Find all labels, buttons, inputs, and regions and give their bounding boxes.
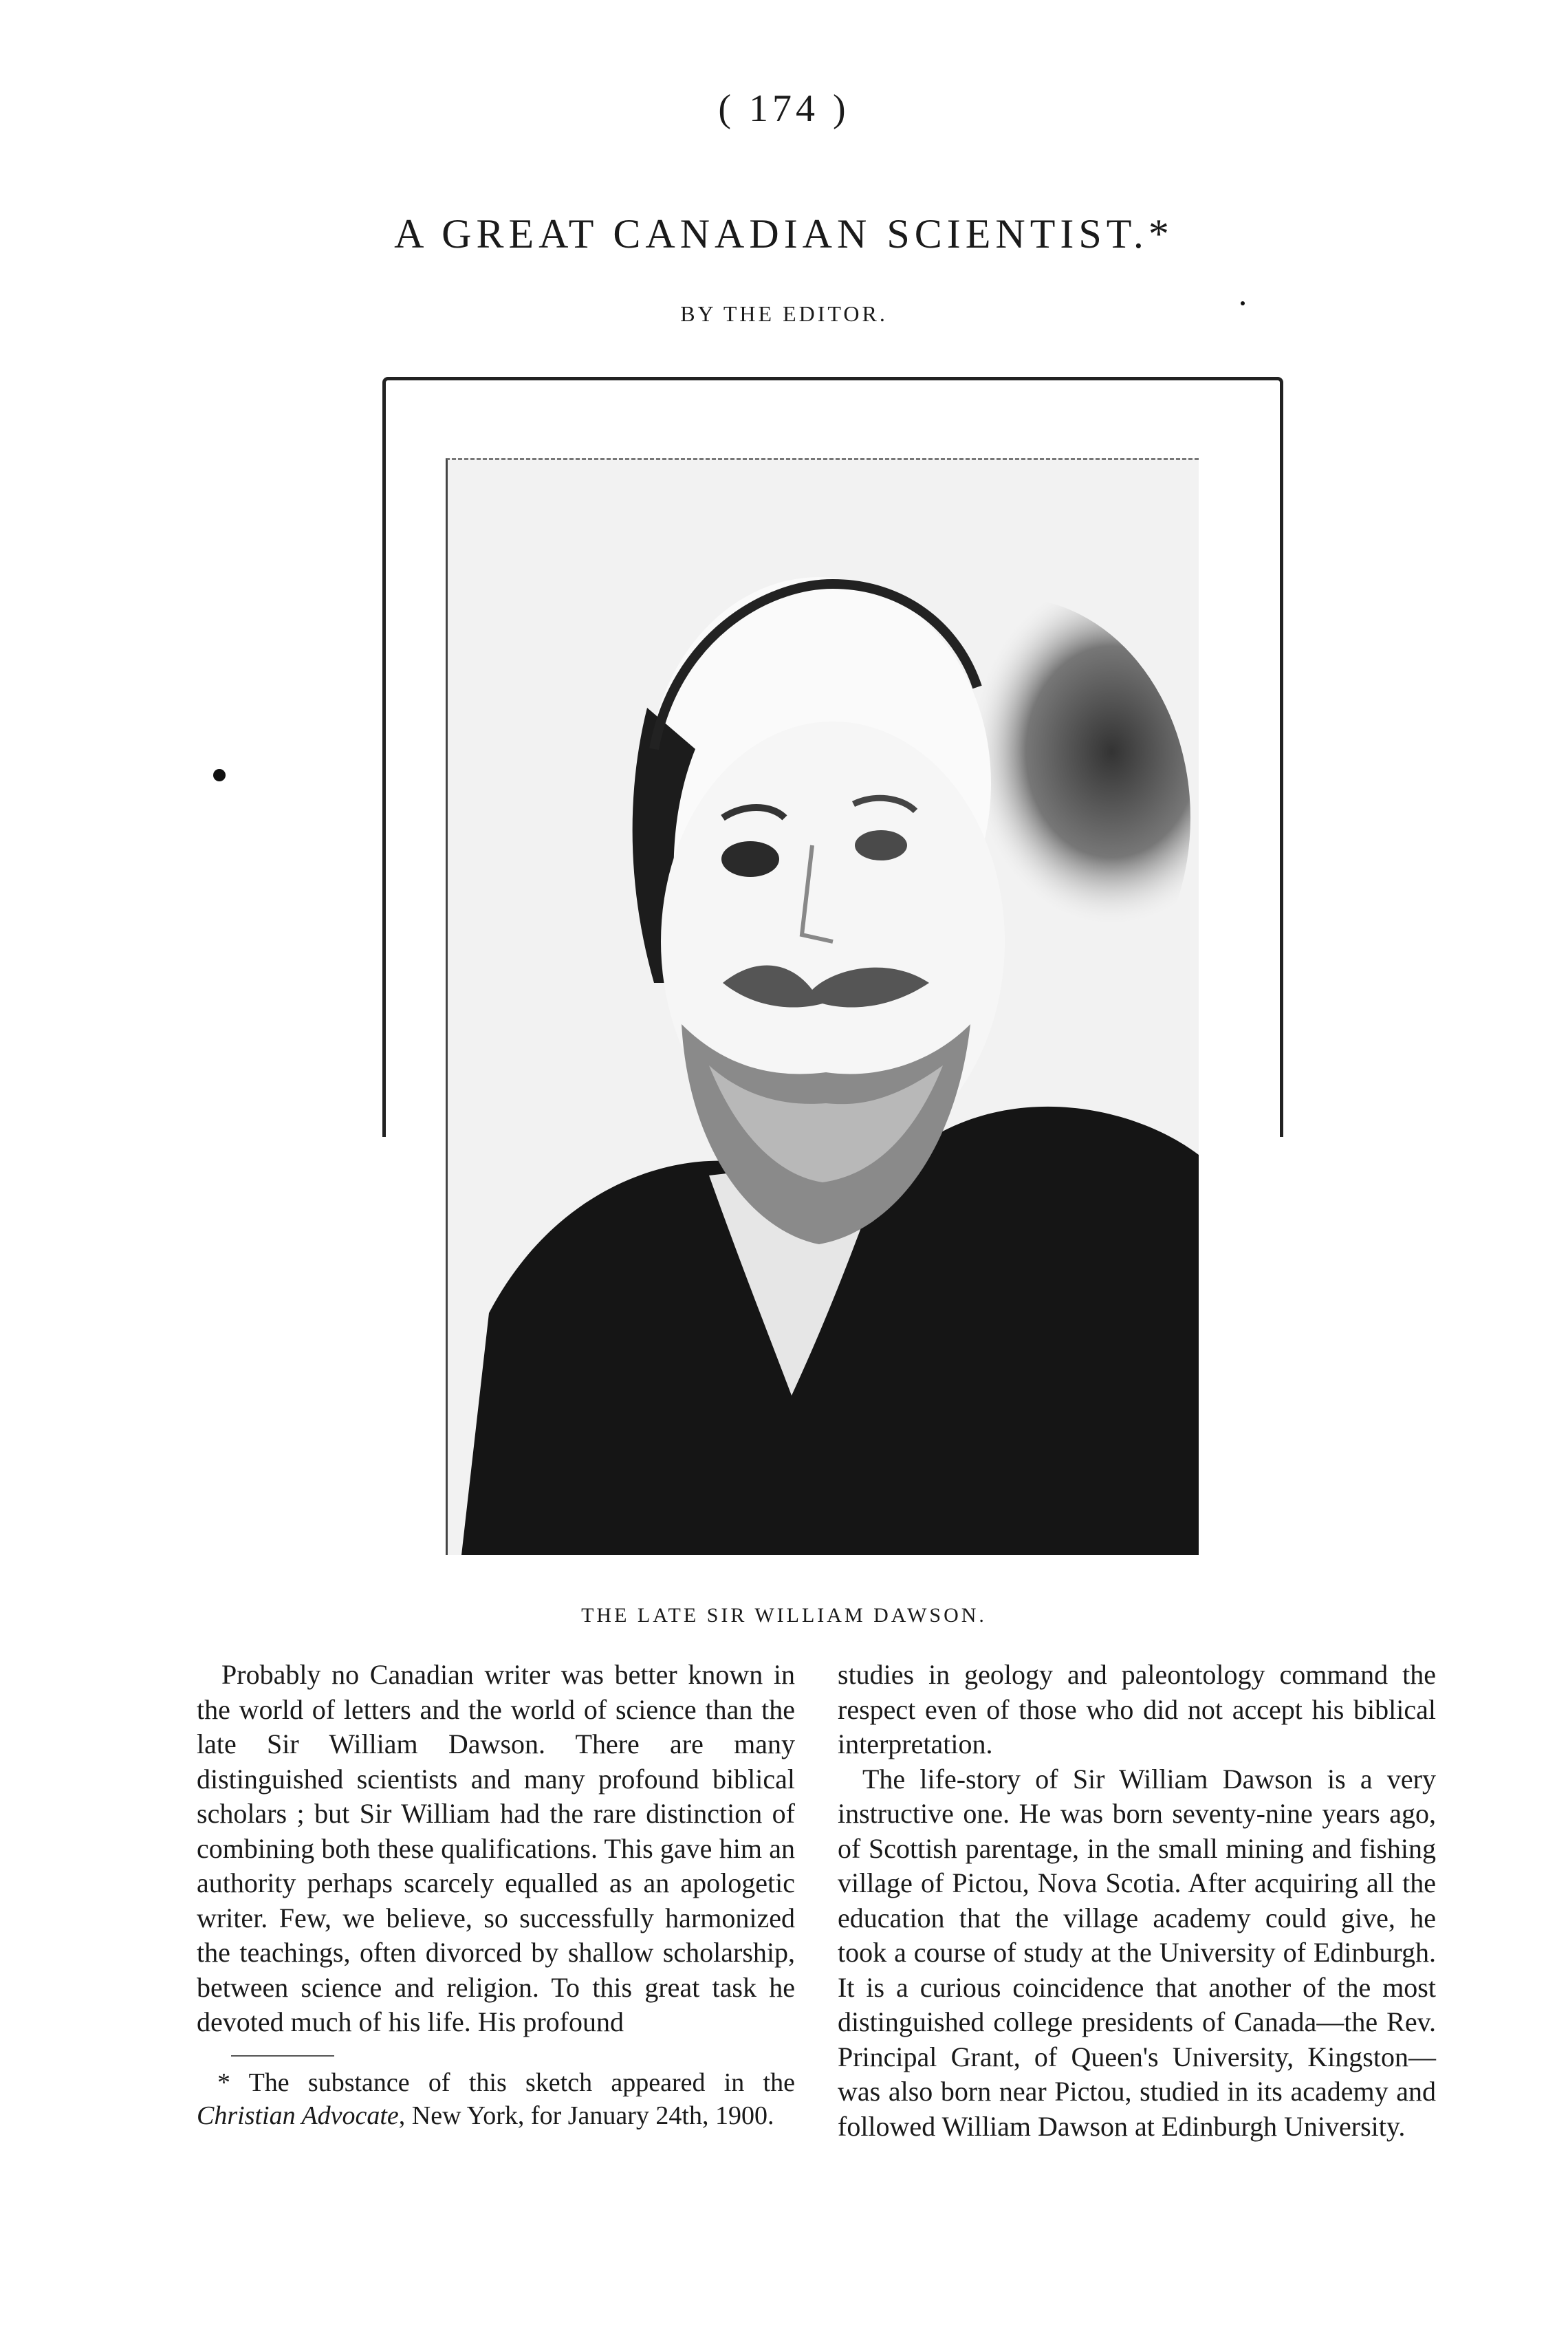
body-paragraph-continued: studies in geology and paleontology command the respect even of those who did not accept his biblical interpretation. <box>838 1659 1436 1759</box>
article-title: A GREAT CANADIAN SCIENTIST.* <box>394 211 1174 257</box>
footnote-divider <box>231 2055 334 2057</box>
figure-caption: THE LATE SIR WILLIAM DAWSON. <box>581 1604 987 1627</box>
left-column <box>197 1658 795 2132</box>
body-paragraph: Probably no Canadian writer was better known in the world of letters and the world of science than the late Sir William Dawson. There are many distinguished scientists and many profound biblical scholars ; but Sir William had the rare distinction of combining both these qualifications. This gave him an authority perhaps scarcely equalled as an apologetic writer. Few, we believe, so successfully harmonized the teachings, often divorced by shallow scholarship, between science and religion. To this great task he devoted much of his life. His profound <box>197 1659 795 2037</box>
footnote-publication: Christian Advocate <box>197 2101 399 2130</box>
footnote-text: * The substance of this sketch appeared in the <box>217 2068 795 2097</box>
byline: BY THE EDITOR. <box>680 301 888 326</box>
ink-speck <box>1241 301 1245 305</box>
right-column <box>838 1658 1436 2144</box>
footnote <box>197 2066 795 2132</box>
portrait-photo <box>446 458 1199 1555</box>
body-paragraph: The life-story of Sir William Dawson is a very instructive one. He was born seventy-nine years ago, of Scottish parentage, in the small mining and fishing village of Pictou, Nova Scotia. After acquiring all the education that the village academy could give, he took a course of study at the University of Edinburgh. It is a curious coincidence that another of the most distinguished college presidents of Canada—the Rev. Principal Grant, of Queen's University, Kingston—was also born near Pictou, studied in its academy and followed William Dawson at Edinburgh University. <box>838 1763 1436 2142</box>
footnote-text-end: , New York, for January 24th, 1900. <box>398 2101 774 2130</box>
page-number: ( 174 ) <box>718 87 850 130</box>
ink-speck <box>213 769 226 781</box>
